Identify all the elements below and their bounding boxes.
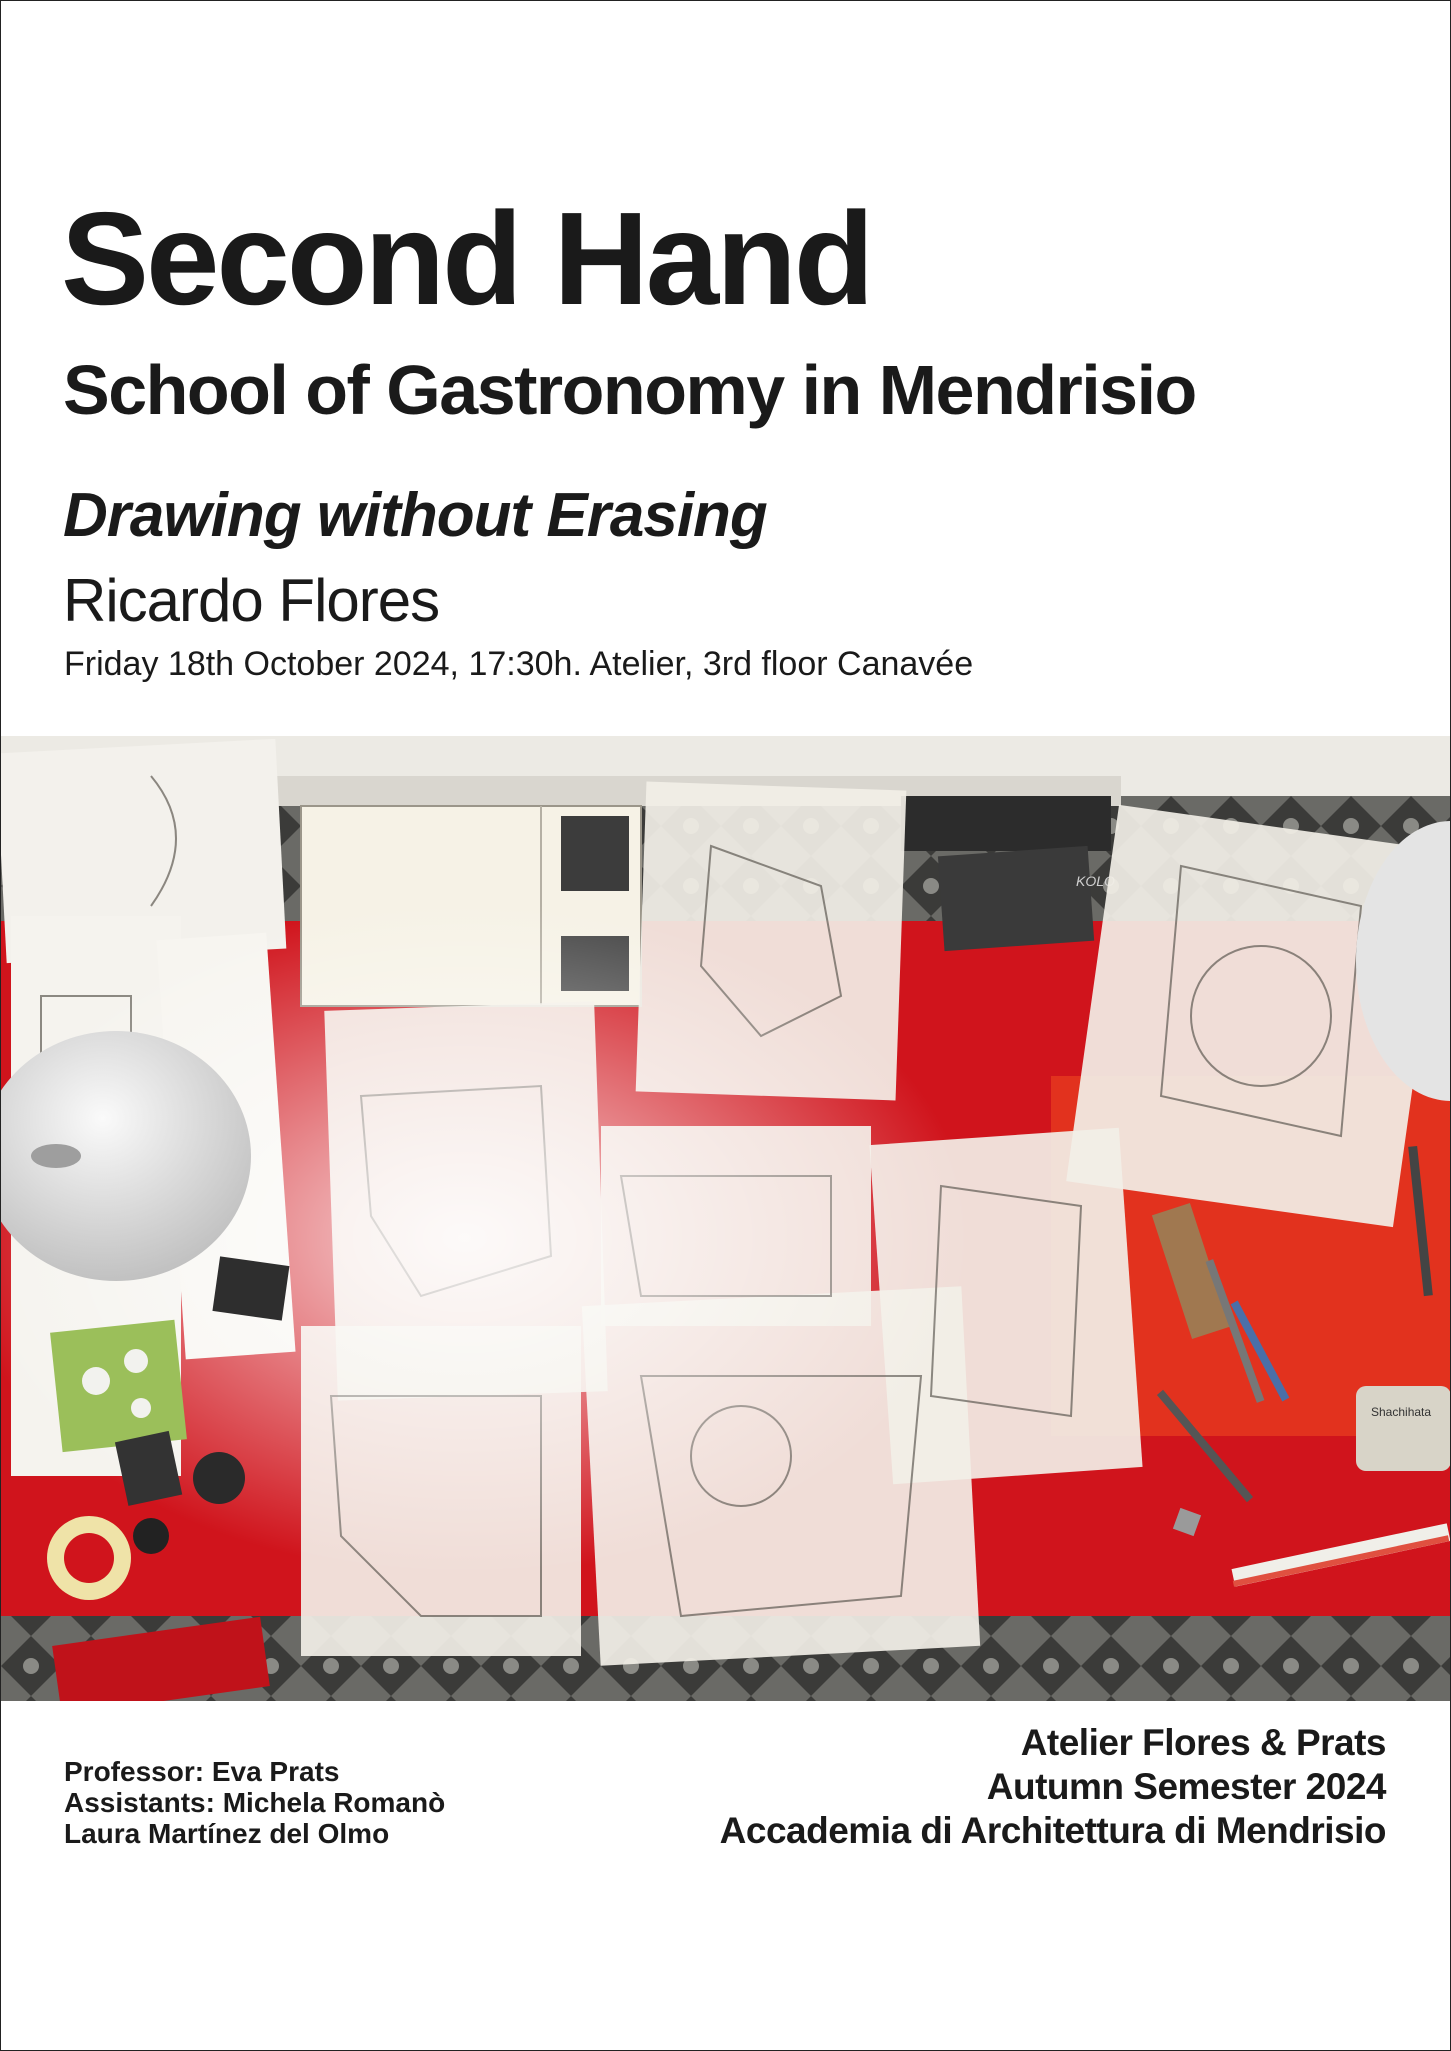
poster-subtitle: School of Gastronomy in Mendrisio <box>63 351 1196 429</box>
academy-name: Accademia di Architettura di Mendrisio <box>719 1810 1386 1851</box>
professor-credit: Professor: Eva Prats <box>64 1756 340 1787</box>
atelier-name: Atelier Flores & Prats <box>1020 1722 1386 1763</box>
desk-photo <box>1 736 1450 1701</box>
credits-right <box>720 1721 1386 1853</box>
credits-left <box>64 1756 445 1849</box>
poster-title: Second Hand <box>61 185 872 332</box>
assistant-2-credit: Laura Martínez del Olmo <box>64 1818 390 1849</box>
semester-name: Autumn Semester 2024 <box>986 1766 1386 1807</box>
assistants-credit: Assistants: Michela Romanò <box>64 1787 446 1818</box>
stamp-label: Shachihata <box>1371 1405 1432 1419</box>
event-details: Friday 18th October 2024, 17:30h. Atelier, 3rd floor Canavée <box>64 645 974 683</box>
speaker-name: Ricardo Flores <box>63 567 440 634</box>
lecture-title: Drawing without Erasing <box>63 481 767 550</box>
